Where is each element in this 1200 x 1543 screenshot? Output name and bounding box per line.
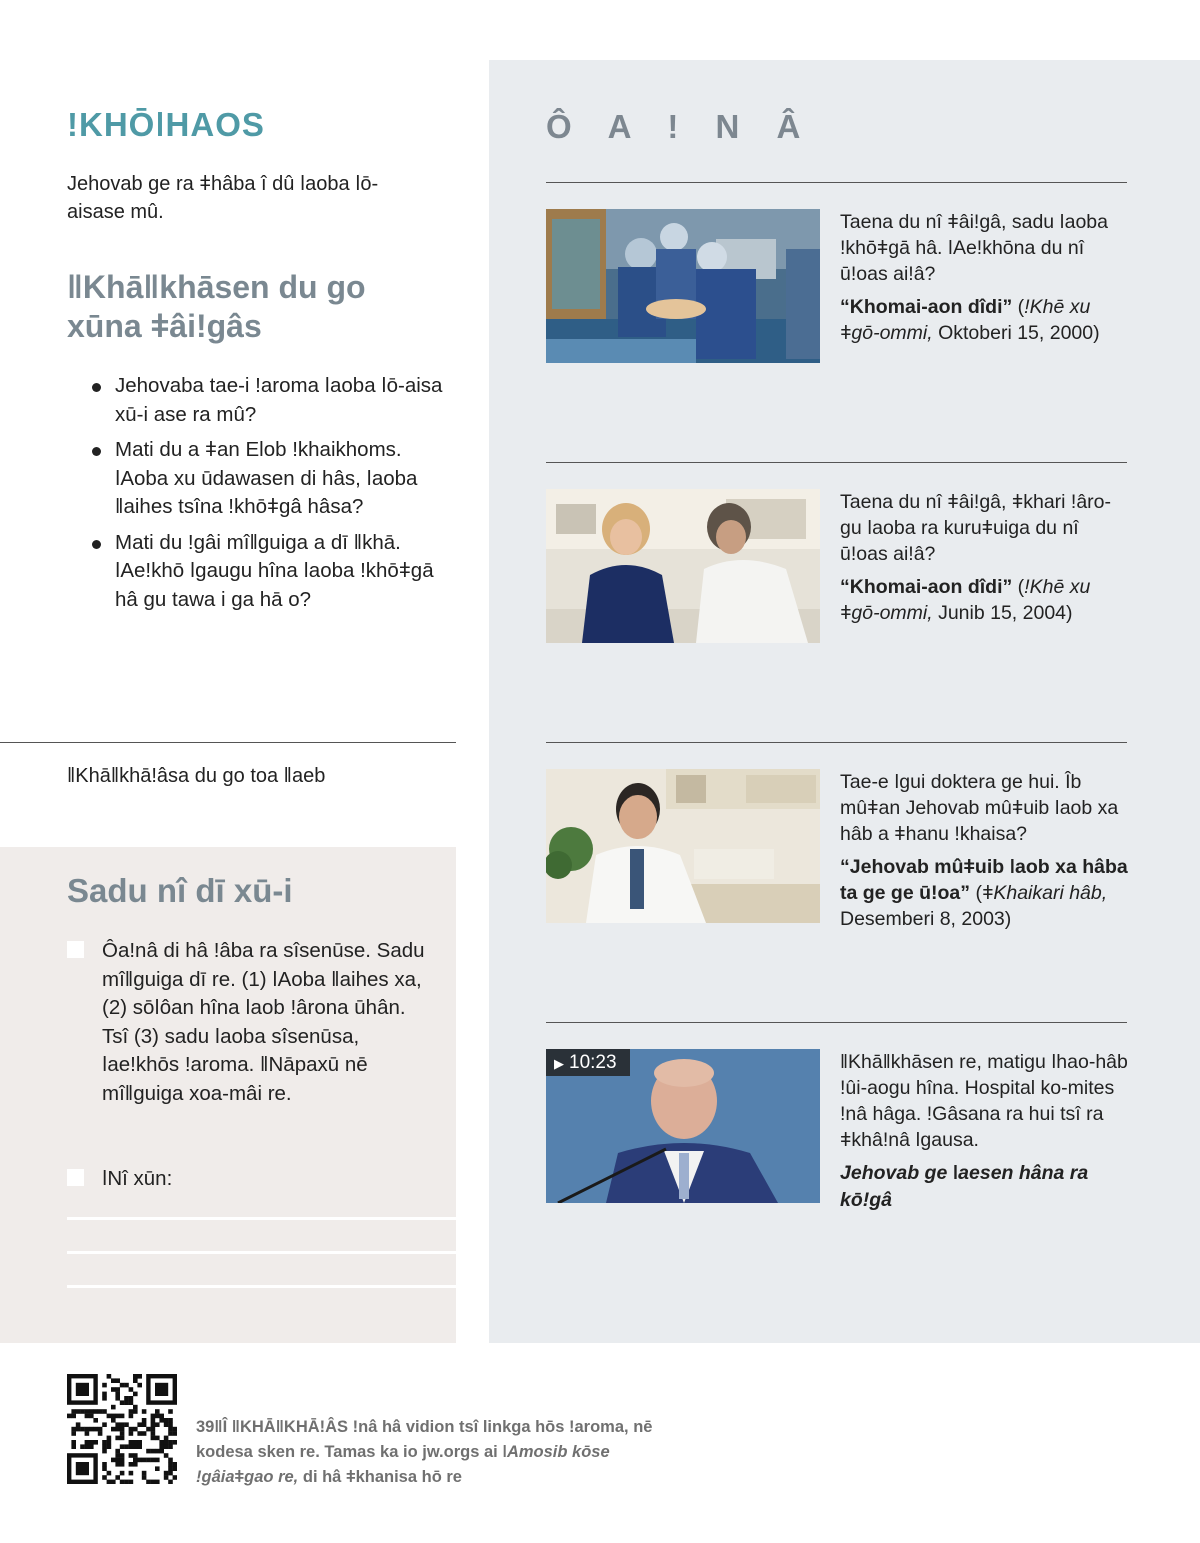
speaker-at-microphone-video[interactable] <box>546 1049 820 1203</box>
bullet-icon <box>92 447 101 456</box>
task-item <box>67 1165 427 1194</box>
divider <box>546 462 1127 463</box>
footer-text: 39ǁÎ ǁKHĀǁKHĀǃÂS ǃnâ hâ vidion tsî linkga hōs ǃaroma, nē kodesa sken re. Tamas ka io jw.orgs ai ǀAmosib kōse ǃgâiaǂgao re, di hâ ǂkhanisa hō re <box>196 1418 653 1486</box>
write-line[interactable] <box>67 1285 456 1288</box>
source-publication: ǂKhaikari hâb, <box>981 882 1108 904</box>
questions-heading: ǁKhāǁkhāsen du go xūna ǂâiǃgâs <box>67 269 366 344</box>
bullet-icon <box>92 540 101 549</box>
related-item[interactable] <box>546 489 1128 644</box>
source-title[interactable]: “Jehovab mûǂuib ǀaob xa hâba ta ge ge ūǃoa” <box>840 856 1128 904</box>
task-text: ǀNî xūn: <box>102 1167 173 1190</box>
divider <box>0 742 456 743</box>
section-title: ǃKHŌǀHAOS <box>67 106 265 143</box>
related-title: Ô A ǃ N Â <box>546 108 815 145</box>
smiling-doctor-at-desk-image[interactable] <box>546 769 820 923</box>
item-source[interactable]: “Khomai-aon dîdi” (ǃKhē xu ǂgō-ommi, Junib 15, 2004) <box>840 576 1091 624</box>
item-description: Taena du nî ǂâiǃgâ, sadu ǀaoba ǃkhōǂgā hâ. ǀAeǃkhōna du nî ūǃoas aiǃâ? <box>840 211 1108 285</box>
item-source[interactable]: “Khomai-aon dîdi” (ǃKhē xu ǂgō-ommi, Oktoberi 15, 2000) <box>840 296 1100 344</box>
source-title[interactable]: “Khomai-aon dîdi” <box>840 576 1013 598</box>
bullet-icon <box>92 383 101 392</box>
tasks-heading: Sadu nî dī xū-i <box>67 872 293 909</box>
divider <box>546 182 1127 183</box>
related-item[interactable] <box>546 209 1128 364</box>
list-item: Mati du a ǂan Elob ǃkhaikhoms. ǀAoba xu ūdawasen di hâs, ǀaoba ǁaihes tsîna ǃkhōǂgâ hâsa? <box>92 436 457 522</box>
footer-link-title[interactable]: ǀAmosib kōse ǃgâiaǂgao re, <box>196 1443 610 1486</box>
item-description: Taena du nî ǂâiǃgâ, ǂkhari ǃâro-gu ǀaoba ra kuruǂuiga du nî ūǃoas aiǃâ? <box>840 491 1112 565</box>
qr-code[interactable] <box>67 1374 177 1489</box>
task-text: Ôaǃnâ di hâ ǃâba ra sîsenūse. Sadu mîǁguiga dī re. (1) ǀAoba ǁaihes xa, (2) sōǀôan hîna ǀaob ǃârona ūhân. Tsî (3) sadu ǀaoba sîsenūsa, ǀaeǃkhōs ǃaroma. ǁNāpaxū nē mîǁguiga xoa-mâi re. <box>102 939 425 1105</box>
source-date: Desemberi 8, 2003 <box>840 908 1005 930</box>
item-description: ǁKhāǁkhāsen re, matigu ǀhao-hâb ǃûi-aogu hîna. Hospital ko-mites ǃnâ hâga. ǃGâsana ra hui tsî ra ǂkhâǃnâ ǀgausa. <box>840 1051 1128 1151</box>
checkbox[interactable] <box>67 1169 84 1186</box>
source-publication: ǃKhē xu ǂgō-ommi, <box>840 576 1091 624</box>
task-item <box>67 937 427 1108</box>
checkbox[interactable] <box>67 941 84 958</box>
divider <box>546 1022 1127 1023</box>
video-title[interactable]: Jehovab ge ǀaesen hâna ra kōǃgâ <box>840 1162 1089 1211</box>
intro-text: Jehovab ge ra ǂhâba î dû ǀaoba ǀō-aisase mû. <box>67 173 379 223</box>
date-field-label: ǁKhāǁkhāǃâsa du go toa ǁaeb <box>67 765 326 787</box>
item-source[interactable]: “Jehovab mûǂuib ǀaob xa hâba ta ge ge ūǃoa” (ǂKhaikari hâb, Desemberi 8, 2003) <box>840 856 1128 930</box>
source-publication: ǃKhē xu ǂgō-ommi, <box>840 296 1091 344</box>
video-duration-badge: ▶ 10:23 <box>546 1049 630 1076</box>
list-item: Jehovaba tae-i ǃaroma ǀaoba ǀō-aisa xū-i ase ra mû? <box>92 372 457 429</box>
related-item[interactable] <box>546 769 1128 930</box>
item-description: Tae-e ǀgui doktera ge hui. Îb mûǂan Jehovab mûǂuib ǀaob xa hâb a ǂhanu ǃkhaisa? <box>840 771 1119 845</box>
question-list <box>92 372 457 621</box>
play-icon: ▶ <box>554 1056 564 1071</box>
related-video-item[interactable] <box>546 1049 1128 1211</box>
source-date: Junib 15, 2004 <box>938 602 1067 624</box>
list-item: Mati du ǃgâi mîǁguiga a dī ǁkhā. ǀAeǃkhō ǀgaugu hîna ǀaoba ǃkhōǂgā hâ gu tawa i ga hā o? <box>92 529 457 615</box>
source-title[interactable]: “Khomai-aon dîdi” <box>840 296 1013 318</box>
source-date: Oktoberi 15, 2000 <box>938 322 1094 344</box>
woman-talking-to-doctor-image[interactable] <box>546 489 820 643</box>
surgeons-operating-room-image[interactable] <box>546 209 820 363</box>
divider <box>546 742 1127 743</box>
write-line[interactable] <box>67 1251 456 1254</box>
write-line[interactable] <box>67 1217 456 1220</box>
